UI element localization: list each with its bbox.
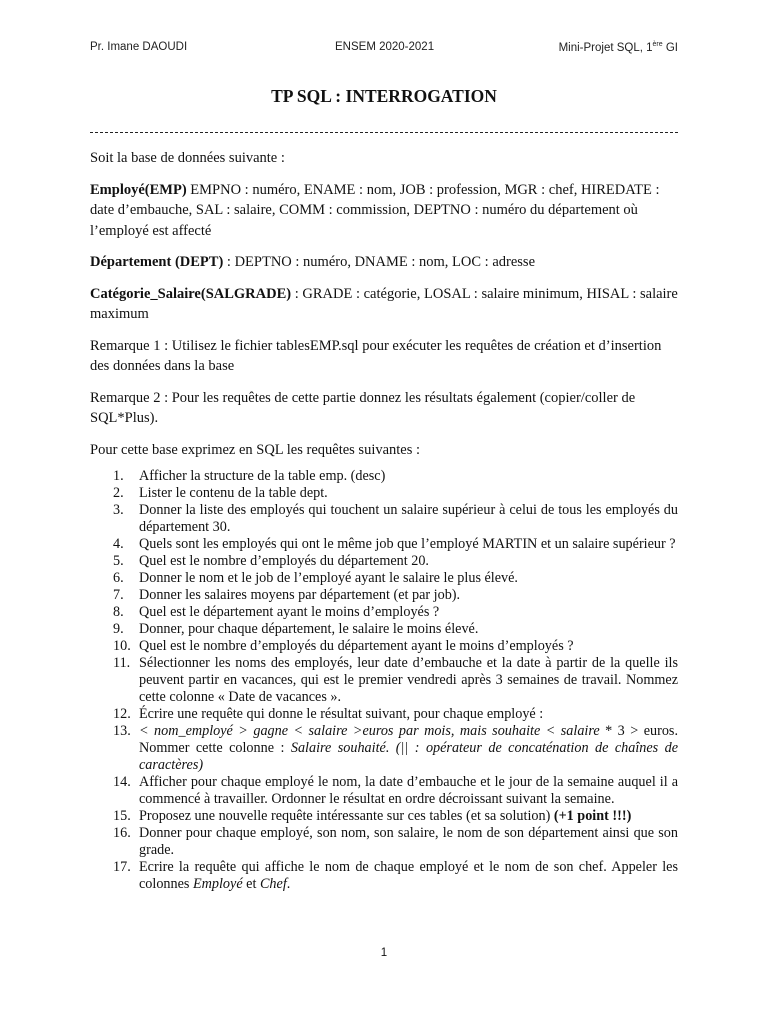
item-text: Donner les salaires moyens par département (et par job).	[139, 587, 461, 603]
table-salgrade-desc: : GRADE : catégorie, LOSAL : salaire minimum, HISAL : salaire maximum	[90, 285, 678, 322]
item-text: * 3 > euros. Nommer cette colonne :	[139, 723, 678, 756]
item-number: 12.	[113, 706, 131, 722]
item-number: 7.	[113, 587, 124, 603]
remark-2: Remarque 2 : Pour les requêtes de cette partie donnez les résultats également (copier/coller de SQL*Plus).	[90, 389, 636, 426]
item-text: .	[286, 876, 291, 892]
list-item	[90, 859, 678, 893]
list-item	[90, 774, 678, 808]
item-text: Donner, pour chaque département, le salaire le moins élevé.	[139, 621, 479, 637]
item-text: Afficher pour chaque employé le nom, la date d’embauche et le jour de la semaine auquel il a commencé à travailler. Ordonner le résultat en ordre décroissant suivant la semaine.	[139, 774, 678, 807]
intro-text: Soit la base de données suivante :	[90, 150, 285, 166]
questions-list	[90, 468, 678, 893]
item-number: 8.	[113, 604, 124, 620]
item-number: 17.	[113, 859, 131, 875]
list-item	[90, 621, 678, 638]
table-emp-desc: EMPNO : numéro, ENAME : nom, JOB : profession, MGR : chef, HIREDATE : date d’embauche, SAL : salaire, COMM : commission, DEPTNO : numéro du département où l’employé est affecté	[90, 181, 660, 239]
list-item	[90, 655, 678, 706]
list-item	[90, 468, 678, 485]
header-course-sup: ère	[652, 41, 663, 48]
table-dept-name: Département (DEPT)	[90, 254, 224, 270]
table-emp	[90, 180, 678, 242]
table-salgrade-name: Catégorie_Salaire(SALGRADE)	[90, 285, 292, 302]
item-number: 3.	[113, 502, 124, 518]
list-item	[90, 706, 678, 723]
item-bonus: (+1 point !!!)	[553, 808, 632, 824]
page-number: 1	[380, 947, 388, 959]
item-text: Afficher la structure de la table emp. (desc)	[139, 468, 386, 484]
table-emp-name: Employé(EMP)	[90, 181, 187, 198]
item-text-italic: Chef	[259, 876, 287, 892]
remark-1: Remarque 1 : Utilisez le fichier tablesEMP.sql pour exécuter les requêtes de création et d’insertion des données dans la base	[90, 337, 662, 374]
item-text-italic: < nom_employé > gagne < salaire >euros par mois, mais souhaite < salaire	[139, 723, 600, 739]
item-text-italic: Salaire souhaité. (|| : opérateur de concaténation de chaînes de caractères)	[139, 740, 679, 773]
list-item	[90, 570, 678, 587]
item-text: Quel est le nombre d’employés du département 20.	[139, 553, 429, 569]
table-salgrade	[90, 284, 678, 325]
item-text: Proposez une nouvelle requête intéressante sur ces tables (et sa solution)	[139, 808, 554, 824]
list-item	[90, 553, 678, 570]
item-number: 2.	[113, 485, 124, 501]
header-school-year: ENSEM 2020-2021	[335, 41, 435, 53]
list-item	[90, 808, 678, 825]
item-number: 9.	[113, 621, 124, 637]
header-course	[559, 41, 678, 54]
item-text: Donner la liste des employés qui touchent un salaire supérieur à celui de tous les employés du département 30.	[139, 502, 678, 535]
item-number: 1.	[113, 468, 124, 484]
list-item	[90, 536, 678, 553]
item-number: 13.	[113, 723, 131, 739]
questions-lead: Pour cette base exprimez en SQL les requêtes suivantes :	[90, 441, 421, 458]
item-number: 14.	[113, 774, 131, 790]
page-header	[90, 41, 678, 57]
list-item	[90, 502, 678, 536]
item-text: Quel est le nombre d’employés du département ayant le moins d’employés ?	[139, 638, 574, 654]
page-title: TP SQL : INTERROGATION	[271, 86, 497, 106]
item-text: Lister le contenu de la table dept.	[139, 485, 328, 501]
table-dept-desc: : DEPTNO : numéro, DNAME : nom, LOC : adresse	[223, 254, 536, 270]
item-text: Quel est le département ayant le moins d’employés ?	[139, 604, 440, 620]
dashed-divider	[90, 132, 678, 133]
item-number: 6.	[113, 570, 124, 586]
item-number: 11.	[113, 655, 131, 671]
header-author: Pr. Imane DAOUDI	[90, 41, 188, 53]
item-text: Écrire une requête qui donne le résultat suivant, pour chaque employé :	[139, 706, 544, 722]
item-number: 10.	[113, 638, 131, 654]
list-item	[90, 723, 678, 774]
item-number: 4.	[113, 536, 124, 552]
item-text: et	[242, 876, 260, 892]
table-dept	[90, 252, 678, 273]
list-item	[90, 587, 678, 604]
list-item	[90, 604, 678, 621]
item-text: Ecrire la requête qui affiche le nom de chaque employé et le nom de son chef. Appeler les colonnes	[139, 859, 678, 892]
item-number: 15.	[113, 808, 131, 824]
item-text: Quels sont les employés qui ont le même job que l’employé MARTIN et un salaire supérieur ?	[139, 536, 676, 552]
item-number: 16.	[113, 825, 131, 841]
item-text: Donner le nom et le job de l’employé ayant le salaire le plus élevé.	[139, 570, 518, 586]
item-text-italic: Employé	[192, 876, 243, 892]
list-item	[90, 485, 678, 502]
item-text: Donner pour chaque employé, son nom, son salaire, le nom de son département ainsi que son grade.	[139, 825, 678, 858]
header-course-main: Mini-Projet SQL, 1	[558, 41, 653, 54]
item-number: 5.	[113, 553, 124, 569]
item-text: Sélectionner les noms des employés, leur date d’embauche et la date à partir de la quelle ils peuvent partir en vacances, qui est le premier vendredi après 3 semaines de travail. Nommez cette colonne « Date de vacances ».	[139, 655, 678, 705]
list-item	[90, 638, 678, 655]
document-body	[90, 148, 678, 893]
list-item	[90, 825, 678, 859]
header-course-tail: GI	[662, 41, 678, 54]
